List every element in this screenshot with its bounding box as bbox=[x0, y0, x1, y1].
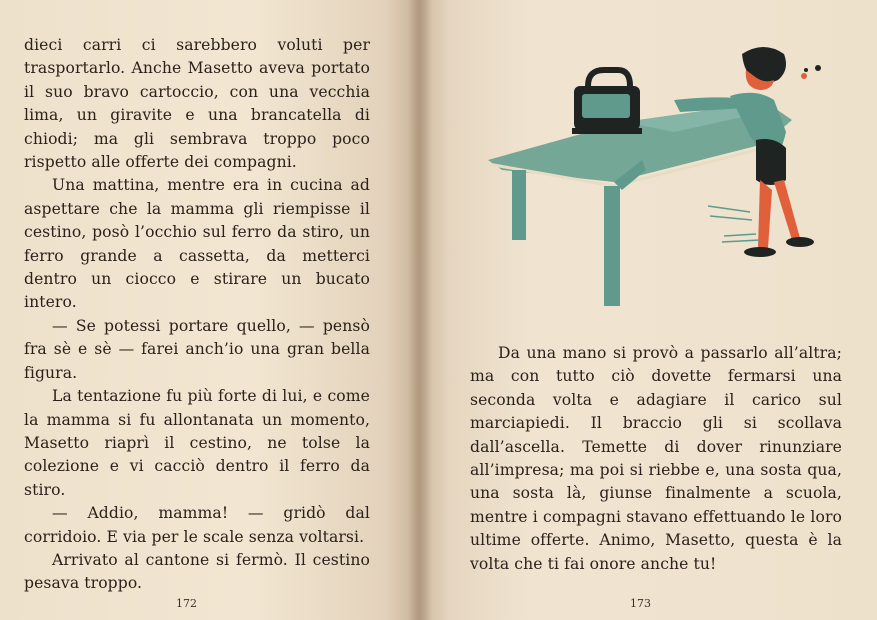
paragraph: dieci carri ci sarebbero voluti per trasportarlo. Anche Masetto aveva portato il suo bravo cartoccio, con una vecchia lima, un giravite e una brancatella di chiodi; ma gli sembrava troppo poco rispetto alle offerte dei compagni. bbox=[24, 36, 370, 172]
paragraph: — Addio, mamma! — gridò dal corridoio. E via per le scale senza voltarsi. bbox=[24, 504, 370, 546]
left-page bbox=[0, 0, 418, 620]
paragraph: La tentazione fu più forte di lui, e come la mamma si fu allontanata un momento, Masetto riaprì il cestino, ne tolse la colezione e vi cacciò dentro il ferro da stiro. bbox=[24, 387, 370, 499]
page-number-right: 173 bbox=[630, 597, 651, 610]
right-page bbox=[418, 0, 877, 620]
paragraph: Una mattina, mentre era in cucina ad aspettare che la mamma gli riempisse il cestino, posò l’occhio sul ferro da stiro, un ferro grande a cassetta, da metterci dentro un ciocco e stirare un bucato intero. bbox=[24, 176, 370, 312]
paragraph: — Se potessi portare quello, — pensò fra sè e sè — farei anch’io una gran bella figura. bbox=[24, 316, 370, 382]
book-gutter bbox=[408, 0, 432, 620]
page-number-left: 172 bbox=[176, 597, 197, 610]
paragraph: Arrivato al cantone si fermò. Il cestino pesava troppo. bbox=[24, 550, 370, 593]
table-leg bbox=[604, 186, 620, 306]
iron bbox=[572, 70, 642, 134]
table-leg bbox=[512, 170, 526, 240]
motion-lines bbox=[708, 206, 760, 242]
boy-ironing-illustration bbox=[474, 40, 858, 320]
paragraph: Da una mano si provò a passarlo all’altra; ma con tutto ciò dovette fermarsi una seconda volta e adagiare il carico sul marciapiedi. Il braccio gli si scollava dall’ascella. Temette di dover rinunziare all’impresa; ma poi si riebbe e, una sosta qua, una sosta là, giunse finalmente a scuola, mentre i compagni stavano effettuando le loro ultime offerte. Animo, Masetto, questa è la volta che ti fai onore anche tu! bbox=[470, 344, 842, 573]
left-page-text bbox=[24, 34, 370, 596]
right-page-text bbox=[470, 342, 842, 576]
